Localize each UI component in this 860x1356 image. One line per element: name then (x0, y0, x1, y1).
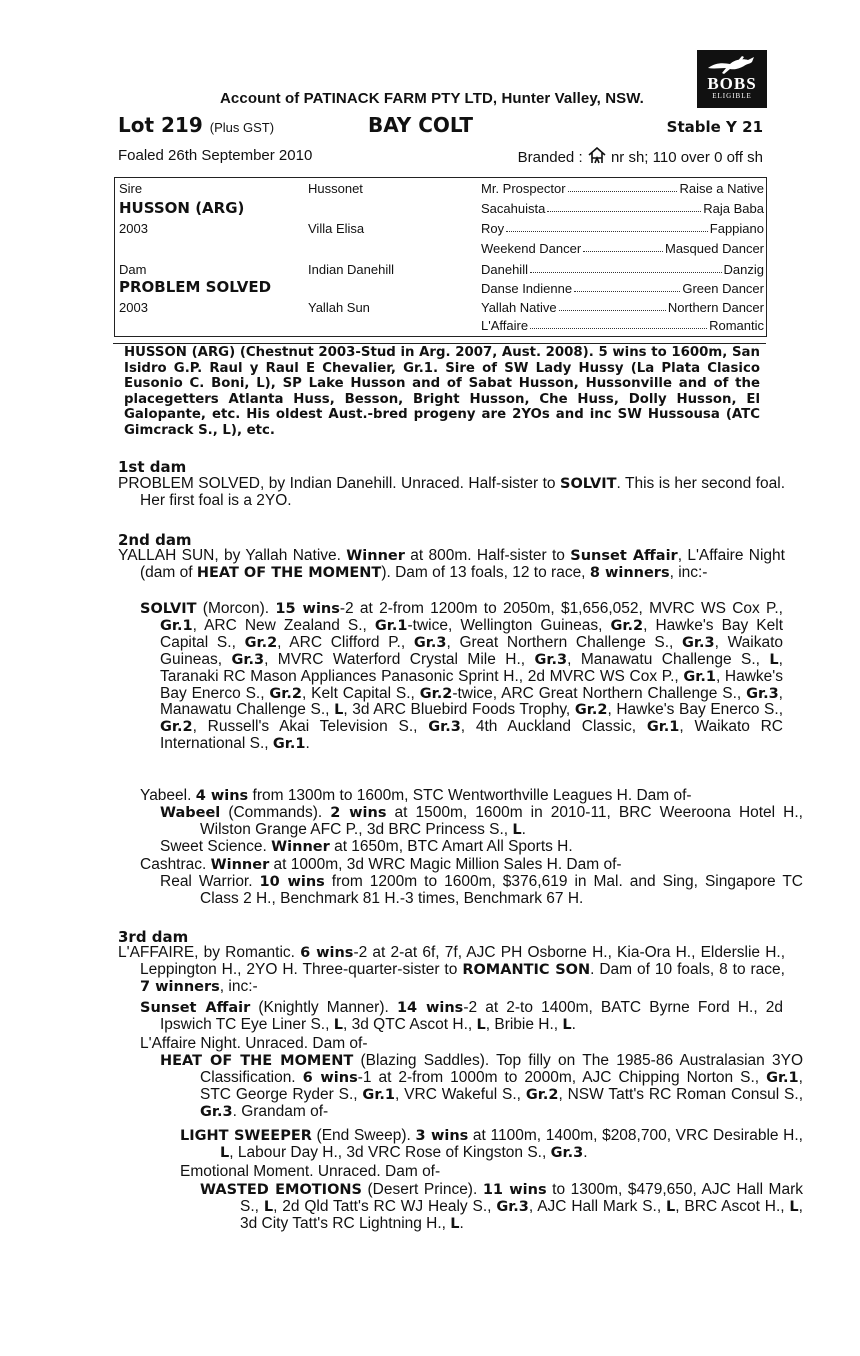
dam-label: Dam (119, 262, 147, 277)
logo-name: BOBS (707, 74, 757, 93)
second-dam-heading: 2nd dam (118, 531, 192, 549)
progeny-laffaire-night: L'Affaire Night. Unraced. Dam of- (140, 1035, 368, 1052)
sire-dam: Villa Elisa (308, 221, 365, 236)
progeny-light-sweeper: LIGHT SWEEPER (End Sweep). 3 wins at 1100m, 1400m, $208,700, VRC Desirable H., L, Labour Day H., 3d VRC Rose of Kingston S., Gr.3. (180, 1127, 803, 1161)
progeny-cashtrac: Cashtrac. Winner at 1000m, 3d WRC Magic Million Sales H. Dam of- (140, 856, 622, 873)
progeny-emotional-moment: Emotional Moment. Unraced. Dam of- (180, 1163, 441, 1180)
pedigree-line (481, 318, 764, 333)
branded-text: nr sh; 110 over 0 off sh (610, 149, 763, 166)
pedigree-line (481, 262, 764, 277)
progeny-sweet-science: Sweet Science. Winner at 1650m, BTC Amart All Sports H. (160, 838, 573, 855)
sire-name: HUSSON (ARG) (119, 199, 245, 217)
sire-label: Sire (119, 181, 143, 196)
second-dam-paragraph: YALLAH SUN, by Yallah Native. Winner at 800m. Half-sister to Sunset Affair, L'Affaire Night (dam of HEAT OF THE MOMENT). Dam of 13 foals, 12 to race, 8 winners, inc:- (118, 547, 785, 581)
foaling-date: Foaled 26th September 2010 (118, 147, 313, 164)
pedigree-line (481, 221, 764, 236)
sire-year: 2003 (119, 221, 148, 236)
ancestor-sire: Fappiano (709, 221, 764, 236)
ancestor: Yallah Native (481, 300, 557, 315)
ancestor-sire: Raja Baba (703, 201, 764, 216)
dam-name: PROBLEM SOLVED (119, 278, 272, 296)
ancestor: Danehill (481, 262, 528, 277)
pedigree-table (114, 177, 767, 337)
first-dam-heading: 1st dam (118, 458, 187, 476)
progeny-wasted-emotions: WASTED EMOTIONS (Desert Prince). 11 wins to 1300m, $479,650, AJC Hall Mark S., L, 2d Qld Tatt's RC WJ Healy S., Gr.3, AJC Hall Mark S., L, BRC Ascot H., L, 3d City Tatt's RC Lightning H., L. (200, 1181, 803, 1232)
ancestor: Roy (481, 221, 505, 236)
lot-label: Lot 219 (118, 113, 203, 137)
ancestor-sire: Masqued Dancer (665, 241, 764, 256)
stable-location: Stable Y 21 (666, 118, 763, 136)
ancestor: Mr. Prospector (481, 181, 566, 196)
sire-summary: HUSSON (ARG) (Chestnut 2003-Stud in Arg. 2007, Aust. 2008). 5 wins to 1600m, San Isidro G.P. Raul y Raul E Chevalier, Gr.1. Sire of SW Lady Hussy (La Plata Clasico Eusonio C. Boni, L), SP Lake Husson and of Sabat Husson, Hussonville and of the placegetters Atlanta Huss, Besson, Bright Husson, Che Huss, Dolly Husson, El Galopante, etc. His oldest Aust.-bred progeny are 2YOs and inc SW Hussousa (ATC Gimcrack S., L), etc. (124, 345, 760, 438)
racehorse-icon (706, 54, 758, 76)
pedigree-line (481, 281, 764, 296)
dam-sire: Indian Danehill (308, 262, 395, 277)
pedigree-line (481, 300, 764, 315)
ancestor-sire: Raise a Native (679, 181, 764, 196)
pedigree-line (481, 181, 764, 196)
third-dam-paragraph: L'AFFAIRE, by Romantic. 6 wins-2 at 2-at 6f, 7f, AJC PH Osborne H., Kia-Ora H., Elderslie H., Leppington H., 2YO H. Three-quarter-sister to ROMANTIC SON. Dam of 10 foals, 8 to race, 7 winners, inc:- (118, 944, 785, 995)
ancestor-sire: Green Dancer (682, 281, 764, 296)
dam-year: 2003 (119, 300, 148, 315)
divider (113, 343, 766, 344)
progeny-heat-of-the-moment: HEAT OF THE MOMENT (Blazing Saddles). Top filly on The 1985-86 Australasian 3YO Classification. 6 wins-1 at 2-from 1000m to 2000m, AJC Chipping Norton S., Gr.1, STC George Ryder S., Gr.1, VRC Wakeful S., Gr.2, NSW Tatt's RC Roman Consul S., Gr.3. Grandam of- (160, 1052, 804, 1120)
brand-mark-icon (587, 147, 607, 165)
lot-number (118, 113, 274, 137)
brand-info (518, 147, 763, 166)
ancestor-sire: Romantic (709, 318, 764, 333)
progeny-solvit: SOLVIT (Morcon). 15 wins-2 at 2-from 1200m to 2050m, $1,656,052, MVRC WS Cox P., Gr.1, ARC New Zealand S., Gr.1-twice, Wellington Guineas, Gr.2, Hawke's Bay Kelt Capital S., Gr.2, ARC Clifford P., Gr.3, Great Northern Challenge S., Gr.3, Waikato Guineas, Gr.3, MVRC Waterford Crystal Mile H., Gr.3, Manawatu Challenge S., L, Taranaki RC Mason Appliances Panasonic Sprint H., 2d MVRC WS Cox P., Gr.1, Hawke's Bay Enerco S., Gr.2, Kelt Capital S., Gr.2-twice, ARC Great Northern Challenge S., Gr.3, Manawatu Challenge S., L, 3d ARC Bluebird Foods Trophy, Gr.2, Hawke's Bay Enerco S., Gr.2, Russell's Akai Television S., Gr.3, 4th Auckland Classic, Gr.1, Waikato RC International S., Gr.1. (140, 600, 784, 753)
ancestor: Danse Indienne (481, 281, 573, 296)
progeny-real-warrior: Real Warrior. 10 wins from 1200m to 1600m, $376,619 in Mal. and Sing, Singapore TC Class 2 H., Benchmark 81 H.-3 times, Benchmark 67 H. (160, 873, 804, 907)
horse-description: BAY COLT (368, 113, 474, 137)
pedigree-line (481, 241, 764, 256)
progeny-yabeel: Yabeel. 4 wins from 1300m to 1600m, STC Wentworthville Leagues H. Dam of- (140, 787, 692, 804)
logo-tag: ELIGIBLE (712, 92, 752, 100)
ancestor: Sacahuista (481, 201, 546, 216)
vendor-account: Account of PATINACK FARM PTY LTD, Hunter Valley, NSW. (220, 90, 644, 107)
branded-label: Branded : (517, 149, 583, 166)
third-dam-heading: 3rd dam (118, 928, 189, 946)
progeny-sunset-affair: Sunset Affair (Knightly Manner). 14 wins-2 at 2-to 1400m, BATC Byrne Ford H., 2d Ipswich TC Eye Liner S., L, 3d QTC Ascot H., L, Bribie H., L. (140, 999, 784, 1033)
ancestor: Weekend Dancer (481, 241, 582, 256)
progeny-wabeel: Wabeel (Commands). 2 wins at 1500m, 1600m in 2010-11, BRC Weeroona Hotel H., Wilston Grange AFC P., 3d BRC Princess S., L. (160, 804, 803, 838)
sire-sire: Hussonet (308, 181, 363, 196)
ancestor-sire: Northern Dancer (667, 300, 764, 315)
pedigree-line (481, 201, 764, 216)
ancestor-sire: Danzig (723, 262, 764, 277)
gst-note: (Plus GST) (209, 120, 275, 135)
first-dam-paragraph: PROBLEM SOLVED, by Indian Danehill. Unraced. Half-sister to SOLVIT. This is her second foal. Her first foal is a 2YO. (118, 475, 786, 509)
ancestor: L'Affaire (481, 318, 529, 333)
dam-dam: Yallah Sun (308, 300, 370, 315)
bobs-eligible-logo (697, 50, 767, 108)
